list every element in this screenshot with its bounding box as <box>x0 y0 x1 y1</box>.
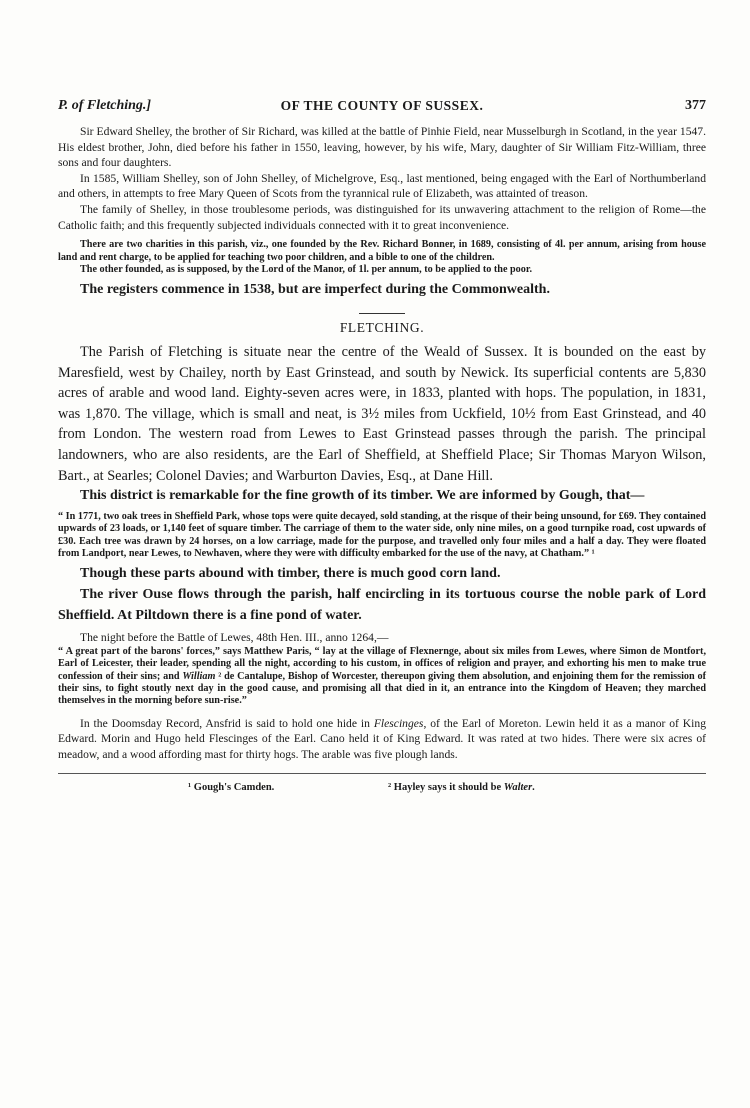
paragraph-doomsday: In the Doomsday Record, Ansfrid is said to hold one hide in Flescinges, of the Earl of Moreton. Lewin held it as a manor of King Edward. Morin and Hugo held Flescinges of the Earl. Cano held it of King Edward. It was rated at two hides. There were six acres of meadow, and a wood affording mast for thirty hogs. The arable was five plough lands. <box>58 716 706 761</box>
paragraph-battle-of-lewes: The night before the Battle of Lewes, 48th Hen. III., anno 1264,— <box>80 631 389 645</box>
paragraph-timber: This district is remarkable for the fine growth of its timber. We are informed by Gough, that— <box>80 488 645 504</box>
header-center: OF THE COUNTY OF SUSSEX. <box>280 98 484 113</box>
paragraph-river-ouse: The river Ouse flows through the parish, half encircling in its tortuous course the noble park of Lord Sheffield. At Piltdown there is a fine pond of water. <box>58 586 706 623</box>
paragraph-fletching-parish: The Parish of Fletching is situate near the centre of the Weald of Sussex. It is bounded on the east by Maresfield, west by Chailey, north by East Grinstead, and south by Newick. Its superficial contents are 5,830 acres of arable and wood land. Eighty-seven acres were, in 1833, planted with hops. The population, in 1831, was 1,870. The village, which is small and neat, is 3½ miles from Uckfield, 10½ from East Grinstead, and 40 from London. The western road from Lewes to East Grinstead passes through the parish. The principal landowners, who are also residents, are the Earl of Sheffield, at Sheffield Place; Sir Thomas Maryon Wilson, Bart., at Searles; Colonel Davies; and Warburton Davies, Esq., at Dane Hill. <box>58 343 706 484</box>
footnote-1: ¹ Gough's Camden. <box>188 781 275 793</box>
paragraph-corn-land: Though these parts abound with timber, there is much good corn land. <box>80 566 501 582</box>
running-header <box>58 98 706 118</box>
footnote-2: ² Hayley says it should be Walter. <box>388 781 535 793</box>
header-left: P. of Fletching.] <box>58 98 152 113</box>
charities-note: There are two charities in this parish, viz., one founded by the Rev. Richard Bonner, in 1689, consisting of 4l. per annum, arising from house land and rent charge, to be applied for teaching two poor children, and a bible to one of the children. <box>58 239 706 263</box>
footnotes <box>58 782 706 800</box>
charities-note-2: The other founded, as is supposed, by the Lord of the Manor, of 1l. per annum, to be applied to the poor. <box>80 263 532 275</box>
paragraph-william-shelley: In 1585, William Shelley, son of John Shelley, of Michelgrove, Esq., last mentioned, being engaged with the Earl of Northumberland and others, in attempts to free Mary Queen of Scots from the tyrannical rule of Elizabeth, was attainted of treason. <box>58 171 706 201</box>
book-page <box>58 98 706 800</box>
paragraph-edward-shelley: Sir Edward Shelley, the brother of Sir Richard, was killed at the battle of Pinhie Field, near Musselburgh in Scotland, in the year 1547. His eldest brother, John, died before his father in 1550, leaving, however, by his wife, Mary, daughter of Sir William Fitz-William, three sons and four daughters. <box>58 125 706 170</box>
matthew-paris-quote: “ A great part of the barons' forces,” says Matthew Paris, “ lay at the village of Flexnernge, about six miles from Lewes, where Simon de Montfort, Earl of Leicester, their leader, spending all the night, according to his custom, in offices of religion and prayer, and exhorting his men to make true confession of their sins; and William ² de Cantalupe, Bishop of Worcester, thereupon giving them absolution, and enjoining them for the remission of their sins, to fight stoutly next day in the good cause, and promising all that died in it, an entrance into the Kingdom of Heaven; they marched themselves in the morning before sun-rise.” <box>58 645 706 707</box>
section-divider <box>359 313 405 314</box>
section-title: FLETCHING. <box>339 319 425 335</box>
registers-note: The registers commence in 1538, but are imperfect during the Commonwealth. <box>80 282 550 298</box>
gough-quote: “ In 1771, two oak trees in Sheffield Park, whose tops were quite decayed, sold standing, at the risque of their being unsound, for £69. They contained upwards of 23 loads, or 1,140 feet of square timber. The carriage of them to the water side, only nine miles, on a good turnpike road, cost upwards of £30. Each tree was drawn by 24 horses, on a low carriage, made for the purpose, and travelled only four miles and a half a day. They were floated from Landport, near Lewes, to Newhaven, where they were with difficulty embarked for the use of the navy, at Chatham.” ¹ <box>58 510 706 559</box>
footnote-rule <box>58 773 706 774</box>
paragraph-shelley-family: The family of Shelley, in those troublesome periods, was distinguished for its unwavering attachment to the religion of Rome—the Catholic faith; and this frequently subjected individuals connected with it to great inconvenience. <box>58 202 706 232</box>
page-number: 377 <box>685 98 706 113</box>
